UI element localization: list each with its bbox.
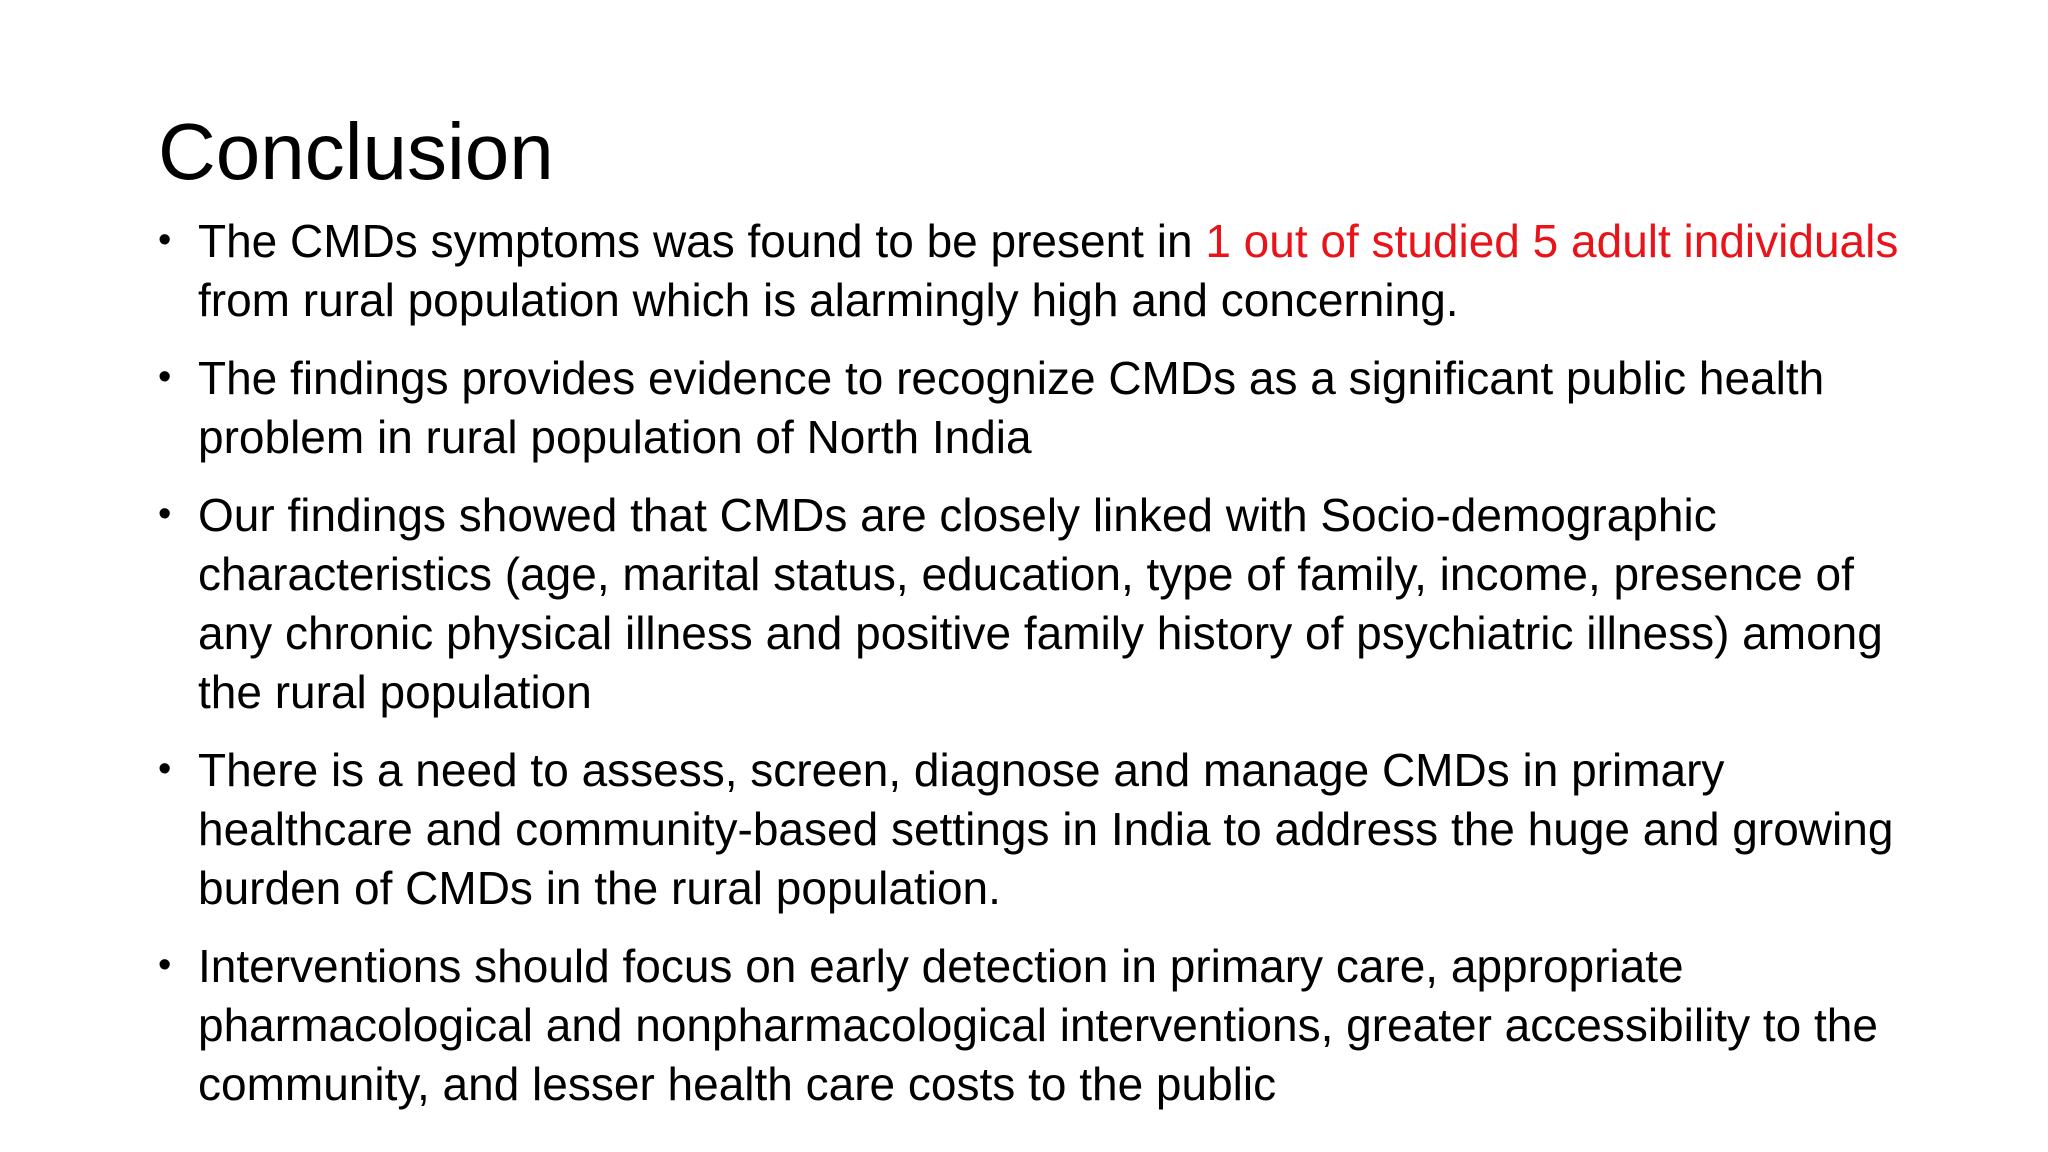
slide-title: Conclusion [158, 107, 554, 196]
bullet-text-before: The CMDs symptoms was found to be present in [198, 215, 1206, 267]
bullet-dot-icon: • [158, 944, 172, 986]
bullet-text: Interventions should focus on early detection in primary care, appropriate pharmacological and nonpharmacological interventions, greater accessibility to the community, and lesser health care costs to the public [198, 940, 1878, 1110]
bullet-item-2 [158, 349, 1918, 467]
bullet-dot-icon: • [158, 493, 172, 535]
bullet-highlight-text: 1 out of studied 5 adult individuals [1205, 215, 1899, 267]
bullet-list [158, 212, 1918, 1133]
bullet-item-5 [158, 937, 1918, 1114]
bullet-item-1 [158, 212, 1918, 330]
bullet-text: There is a need to assess, screen, diagnose and manage CMDs in primary healthcare and community-based settings in India to address the huge and growing burden of CMDs in the rural population. [198, 744, 1894, 914]
bullet-item-3 [158, 486, 1918, 722]
bullet-dot-icon: • [158, 748, 172, 790]
bullet-text: The findings provides evidence to recognize CMDs as a significant public health problem in rural population of North India [198, 352, 1825, 463]
bullet-dot-icon: • [158, 219, 172, 261]
bullet-text-after: from rural population which is alarmingly high and concerning. [198, 274, 1459, 326]
bullet-dot-icon: • [158, 356, 172, 398]
bullet-text: Our findings showed that CMDs are closely linked with Socio-demographic characteristics (age, marital status, education, type of family, income, presence of any chronic physical illness and positive family history of psychiatric illness) among the rural population [198, 489, 1883, 718]
bullet-item-4 [158, 741, 1918, 918]
